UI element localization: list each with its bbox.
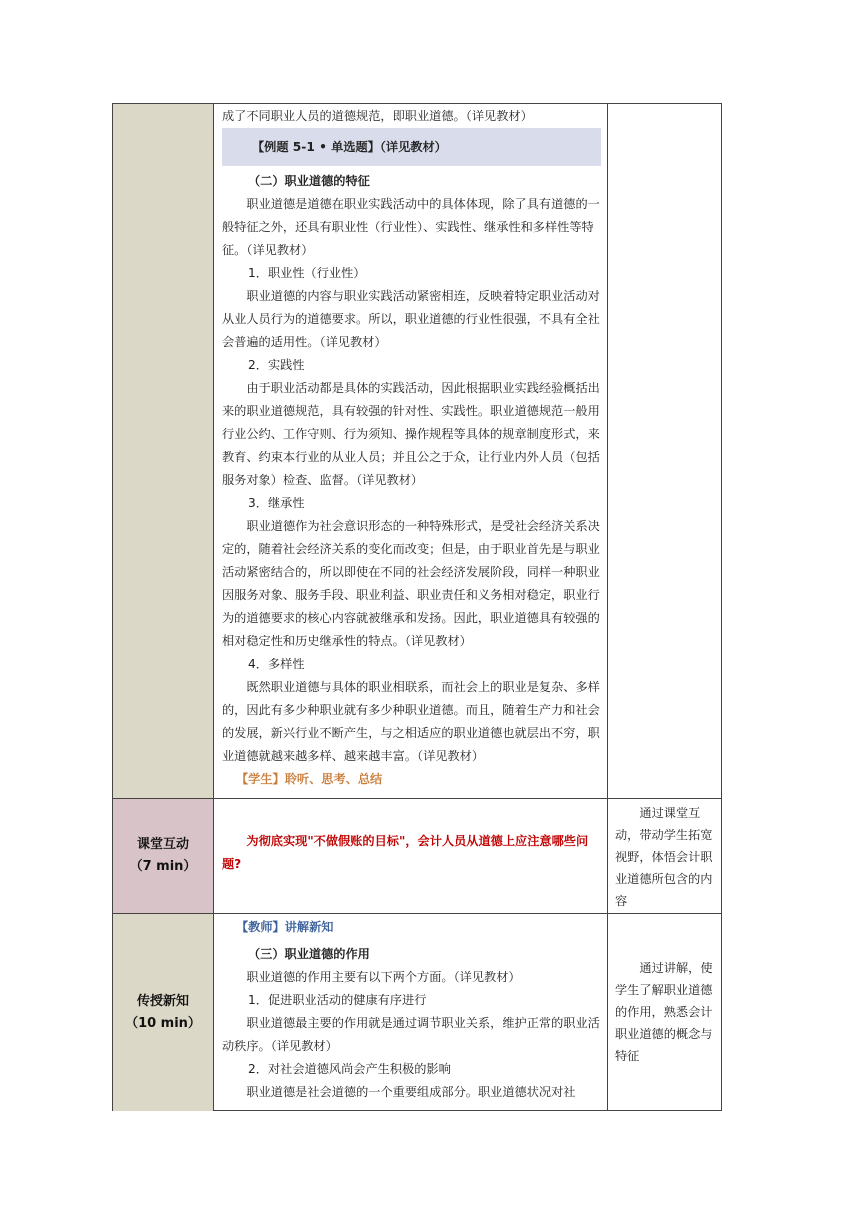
row3-note: 通过讲解，使学生了解职业道德的作用，熟悉会计职业道德的概念与特征 <box>615 961 713 1063</box>
row3-left-cell <box>113 914 213 1111</box>
item-title: 1．促进职业活动的健康有序进行 <box>248 993 427 1007</box>
paragraph: 职业道德的作用主要有以下两个方面。（详见教材） <box>246 970 521 984</box>
lesson-plan-table <box>112 103 722 1111</box>
item-title: 4．多样性 <box>248 657 305 671</box>
section-heading: （三）职业道德的作用 <box>248 947 370 961</box>
section-heading: （二）职业道德的特征 <box>248 174 370 188</box>
text-line: 成了不同职业人员的道德规范，即职业道德。（详见教材） <box>222 109 533 123</box>
row3-content <box>214 916 607 1104</box>
row3-time: （10 min） <box>125 1015 201 1031</box>
item-title: 2．实践性 <box>248 358 305 372</box>
paragraph: 职业道德最主要的作用就是通过调节职业关系，维护正常的职业活动秩序。（详见教材） <box>222 1016 600 1053</box>
row1-left-cell <box>113 104 213 798</box>
example-box: 【例题 5-1 • 单选题】（详见教材） <box>222 128 601 166</box>
student-activity: 【学生】聆听、思考、总结 <box>236 772 383 786</box>
paragraph: 由于职业活动都是具体的实践活动，因此根据职业实践经验概括出来的职业道德规范，具有较强的针对性、实践性。职业道德规范一般用行业公约、工作守则、行为须知、操作规程等具体的规章制度形式，来教育、约束本行业的从业人员；并且公之于众，让行业内外人员（包括服务对象）检查、监督。（详见教材） <box>222 381 600 487</box>
teacher-activity: 【教师】讲解新知 <box>236 920 334 934</box>
paragraph: 既然职业道德与具体的职业相联系，而社会上的职业是复杂、多样的，因此有多少种职业就有多少种职业道德。而且，随着生产力和社会的发展，新兴行业不断产生，与之相适应的职业道德也就层出不穷，职业道德就越来越多样、越来越丰富。（详见教材） <box>222 680 600 763</box>
paragraph: 职业道德是社会道德的一个重要组成部分。职业道德状况对社 <box>246 1085 576 1099</box>
divider <box>113 913 721 914</box>
row2-content <box>214 830 607 876</box>
row2-left-cell <box>113 799 213 913</box>
row3-label: 传授新知 <box>136 993 189 1009</box>
divider <box>113 798 721 799</box>
paragraph: 职业道德的内容与职业实践活动紧密相连，反映着特定职业活动对从业人员行为的道德要求。所以，职业道德的行业性很强，不具有全社会普遍的适用性。（详见教材） <box>222 289 600 349</box>
row2-note: 通过课堂互动，带动学生拓宽视野，体悟会计职业道德所包含的内容 <box>615 806 713 908</box>
interaction-question: 为彻底实现"不做假账的目标"，会计人员从道德上应注意哪些问题? <box>222 834 589 871</box>
item-title: 1．职业性（行业性） <box>248 266 366 280</box>
item-title: 3．继承性 <box>248 496 305 510</box>
row1-content <box>214 105 607 791</box>
paragraph: 职业道德是道德在职业实践活动中的具体体现，除了具有道德的一般特征之外，还具有职业性（行业性）、实践性、继承性和多样性等特征。（详见教材） <box>222 197 600 257</box>
item-title: 2．对社会道德风尚会产生积极的影响 <box>248 1062 451 1076</box>
row2-time: （7 min） <box>129 859 197 874</box>
paragraph: 职业道德作为社会意识形态的一种特殊形式，是受社会经济关系决定的，随着社会经济关系的变化而改变；但是，由于职业首先是与职业活动紧密结合的，所以即使在不同的社会经济发展阶段，同样一种职业因服务对象、服务手段、职业利益、职业责任和义务相对稳定，职业行为的道德要求的核心内容就被继承和发扬。因此，职业道德具有较强的相对稳定性和历史继承性的特点。（详见教材） <box>222 519 600 648</box>
row2-label: 课堂互动 <box>136 837 189 852</box>
